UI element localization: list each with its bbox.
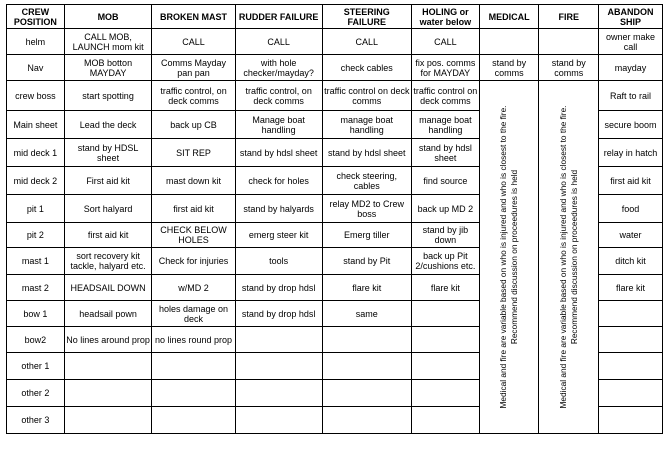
rudder-failure-cell: stand by drop hdsl xyxy=(235,301,322,327)
crew-position-cell: other 2 xyxy=(7,380,65,407)
holing-cell: CALL xyxy=(412,29,480,55)
fire-note xyxy=(558,92,580,422)
crew-position-cell: other 1 xyxy=(7,353,65,380)
header-crew-position: CREW POSITION xyxy=(7,5,65,29)
abandon-ship-cell: ditch kit xyxy=(599,248,663,275)
broken-mast-cell: SIT REP xyxy=(152,139,235,167)
mob-cell: CALL MOB, LAUNCH mom kit xyxy=(64,29,151,55)
crew-position-cell: crew boss xyxy=(7,81,65,111)
crew-position-cell: helm xyxy=(7,29,65,55)
holing-cell: traffic control on deck comms xyxy=(412,81,480,111)
header-rudder-failure: RUDDER FAILURE xyxy=(235,5,322,29)
mob-cell: MOB botton MAYDAY xyxy=(64,55,151,81)
holing-cell xyxy=(412,353,480,380)
crew-position-cell: Nav xyxy=(7,55,65,81)
steering-failure-cell: same xyxy=(322,301,411,327)
rudder-failure-cell xyxy=(235,353,322,380)
holing-cell: stand by hdsl sheet xyxy=(412,139,480,167)
table-row xyxy=(7,29,663,55)
mob-cell xyxy=(64,407,151,434)
mob-cell: Sort halyard xyxy=(64,195,151,223)
table-row xyxy=(7,55,663,81)
broken-mast-cell: mast down kit xyxy=(152,167,235,195)
fire-cell: stand by comms xyxy=(539,55,599,81)
steering-failure-cell: check cables xyxy=(322,55,411,81)
holing-cell xyxy=(412,380,480,407)
broken-mast-cell: CHECK BELOW HOLES xyxy=(152,223,235,248)
crew-position-cell: bow2 xyxy=(7,327,65,353)
rudder-failure-cell: tools xyxy=(235,248,322,275)
holing-cell: fix pos. comms for MAYDAY xyxy=(412,55,480,81)
table-row xyxy=(7,81,663,111)
fire-note-cell xyxy=(539,81,599,434)
rudder-failure-cell: Manage boat handling xyxy=(235,111,322,139)
steering-failure-cell: Emerg tiller xyxy=(322,223,411,248)
emergency-roles-table xyxy=(6,4,663,434)
steering-failure-cell xyxy=(322,327,411,353)
holing-cell: back up MD 2 xyxy=(412,195,480,223)
crew-position-cell: mid deck 1 xyxy=(7,139,65,167)
crew-position-cell: mast 1 xyxy=(7,248,65,275)
mob-cell: First aid kit xyxy=(64,167,151,195)
holing-cell xyxy=(412,301,480,327)
rudder-failure-cell: traffic control, on deck comms xyxy=(235,81,322,111)
abandon-ship-cell: Raft to rail xyxy=(599,81,663,111)
rudder-failure-cell xyxy=(235,380,322,407)
crew-position-cell: mast 2 xyxy=(7,275,65,301)
crew-position-cell: bow 1 xyxy=(7,301,65,327)
header-abandon-ship: ABANDON SHIP xyxy=(599,5,663,29)
mob-cell: sort recovery kit tackle, halyard etc. xyxy=(64,248,151,275)
rudder-failure-cell xyxy=(235,327,322,353)
abandon-ship-cell: food xyxy=(599,195,663,223)
holing-cell: manage boat handling xyxy=(412,111,480,139)
broken-mast-cell: holes damage on deck xyxy=(152,301,235,327)
medical-note-cell xyxy=(479,81,539,434)
holing-cell: stand by jib down xyxy=(412,223,480,248)
abandon-ship-cell: secure boom xyxy=(599,111,663,139)
abandon-ship-cell xyxy=(599,301,663,327)
header-row xyxy=(7,5,663,29)
abandon-ship-cell xyxy=(599,353,663,380)
broken-mast-cell xyxy=(152,407,235,434)
medical-cell: stand by comms xyxy=(479,55,539,81)
crew-position-cell: Main sheet xyxy=(7,111,65,139)
mob-cell xyxy=(64,380,151,407)
abandon-ship-cell xyxy=(599,380,663,407)
steering-failure-cell xyxy=(322,407,411,434)
steering-failure-cell: stand by hdsl sheet xyxy=(322,139,411,167)
steering-failure-cell: relay MD2 to Crew boss xyxy=(322,195,411,223)
broken-mast-cell: CALL xyxy=(152,29,235,55)
mob-cell: start spotting xyxy=(64,81,151,111)
broken-mast-cell: first aid kit xyxy=(152,195,235,223)
holing-cell: back up Pit 2/cushions etc. xyxy=(412,248,480,275)
mob-cell: first aid kit xyxy=(64,223,151,248)
header-mob: MOB xyxy=(64,5,151,29)
mob-cell: Lead the deck xyxy=(64,111,151,139)
broken-mast-cell: back up CB xyxy=(152,111,235,139)
fire-note-line: Medical and fire are variable based on who is injured and who is closest to the fire. xyxy=(557,105,568,409)
medical-note-line: Medical and fire are variable based on who is injured and who is closest to the fire. xyxy=(498,105,509,409)
mob-cell: stand by HDSL sheet xyxy=(64,139,151,167)
header-holing: HOLING or water below xyxy=(412,5,480,29)
abandon-ship-cell: first aid kit xyxy=(599,167,663,195)
holing-cell: flare kit xyxy=(412,275,480,301)
abandon-ship-cell xyxy=(599,407,663,434)
broken-mast-cell: no lines round prop xyxy=(152,327,235,353)
crew-position-cell: other 3 xyxy=(7,407,65,434)
steering-failure-cell: CALL xyxy=(322,29,411,55)
steering-failure-cell: manage boat handling xyxy=(322,111,411,139)
broken-mast-cell: w/MD 2 xyxy=(152,275,235,301)
medical-note xyxy=(498,92,520,422)
rudder-failure-cell: stand by halyards xyxy=(235,195,322,223)
abandon-ship-cell: owner make call xyxy=(599,29,663,55)
abandon-ship-cell: flare kit xyxy=(599,275,663,301)
mob-cell: HEADSAIL DOWN xyxy=(64,275,151,301)
abandon-ship-cell: water xyxy=(599,223,663,248)
rudder-failure-cell: emerg steer kit xyxy=(235,223,322,248)
rudder-failure-cell: stand by drop hdsl xyxy=(235,275,322,301)
holing-cell xyxy=(412,407,480,434)
header-medical: MEDICAL xyxy=(479,5,539,29)
rudder-failure-cell: check for holes xyxy=(235,167,322,195)
medical-note-line: Recommend discussion on proceedures is held xyxy=(509,169,520,345)
crew-position-cell: pit 2 xyxy=(7,223,65,248)
rudder-failure-cell: stand by hdsl sheet xyxy=(235,139,322,167)
rudder-failure-cell: CALL xyxy=(235,29,322,55)
mob-cell xyxy=(64,353,151,380)
steering-failure-cell: stand by Pit xyxy=(322,248,411,275)
mob-cell: No lines around prop xyxy=(64,327,151,353)
steering-failure-cell: traffic control on deck comms xyxy=(322,81,411,111)
abandon-ship-cell: relay in hatch xyxy=(599,139,663,167)
rudder-failure-cell xyxy=(235,407,322,434)
crew-position-cell: pit 1 xyxy=(7,195,65,223)
steering-failure-cell: flare kit xyxy=(322,275,411,301)
header-steering-failure: STEERING FAILURE xyxy=(322,5,411,29)
broken-mast-cell xyxy=(152,353,235,380)
holing-cell: find source xyxy=(412,167,480,195)
abandon-ship-cell: mayday xyxy=(599,55,663,81)
medical-cell xyxy=(479,29,539,55)
fire-note-line: Recommend discussion on proceedures is held xyxy=(568,169,579,345)
broken-mast-cell: traffic control, on deck comms xyxy=(152,81,235,111)
broken-mast-cell: Check for injuries xyxy=(152,248,235,275)
steering-failure-cell xyxy=(322,380,411,407)
mob-cell: headsail pown xyxy=(64,301,151,327)
steering-failure-cell xyxy=(322,353,411,380)
steering-failure-cell: check steering, cables xyxy=(322,167,411,195)
header-broken-mast: BROKEN MAST xyxy=(152,5,235,29)
holing-cell xyxy=(412,327,480,353)
fire-cell xyxy=(539,29,599,55)
rudder-failure-cell: with hole checker/mayday? xyxy=(235,55,322,81)
broken-mast-cell xyxy=(152,380,235,407)
crew-position-cell: mid deck 2 xyxy=(7,167,65,195)
broken-mast-cell: Comms Mayday pan pan xyxy=(152,55,235,81)
header-fire: FIRE xyxy=(539,5,599,29)
abandon-ship-cell xyxy=(599,327,663,353)
